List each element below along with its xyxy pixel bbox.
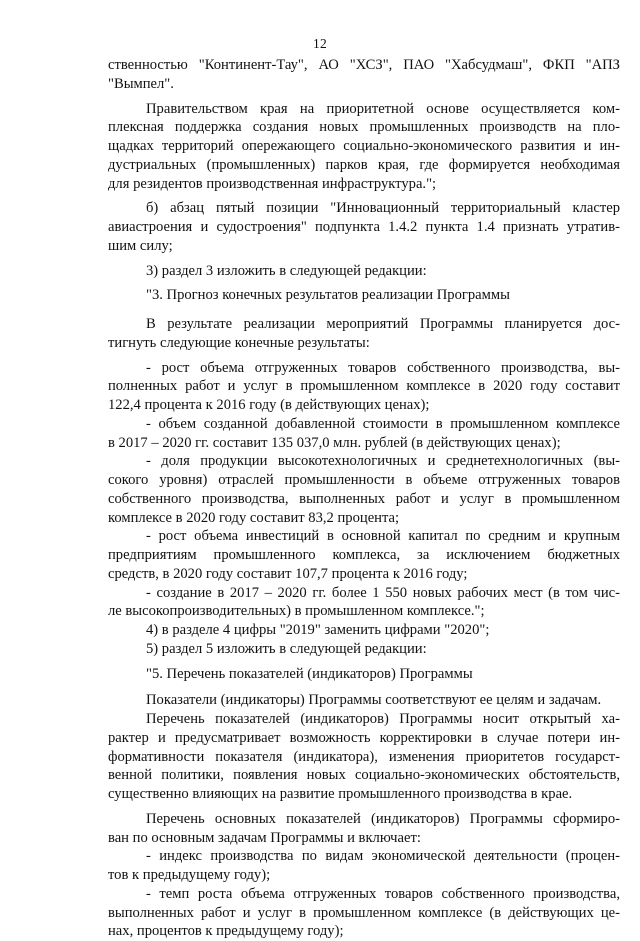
list-item: - индекс производства по видам экономической деятельности (процен- [146,848,620,865]
page-number: 12 [313,36,327,51]
text-line: выполненных работ и услуг в промышленном комплексе (в действующих це- [108,904,620,921]
list-item: - темп роста объема отгруженных товаров собственного производства, [146,885,620,902]
text-line: щадках территорий опережающего социально-экономического развития и ин- [108,138,620,154]
text-line: в 2017 – 2020 гг. составит 135 037,0 млн. рублей (в действующих ценах); [108,434,561,451]
text-line: 4) в разделе 4 цифры "2019" заменить цифрами "2020"; [146,622,490,638]
text-line: ван по основным задачам Программы и включает: [108,829,421,846]
text-line: рактер и предусматривает возможность корректировки в случае потери ин- [108,729,620,746]
text-line: дустриальных (промышленных) парков края, где формируется необходимая [108,156,620,173]
list-item: - объем созданной добавленной стоимости в промышленном комплексе [146,415,620,432]
text-line: средств, в 2020 году составит 107,7 процента к 2016 году; [108,565,468,582]
text-line: нах, процентов к предыдущему году); [108,923,344,940]
text-line: В результате реализации мероприятий Программы планируется дос- [146,316,620,332]
text-line: б) абзац пятый позиции "Инновационный территориальный кластер [146,200,620,217]
text-line: Показатели (индикаторы) Программы соответствуют ее целям и задачам. [146,692,602,709]
text-line: существенно влияющих на развитие промышленного производства в крае. [108,786,573,802]
body-text [108,56,620,941]
text-line: тигнуть следующие конечные результаты: [108,334,370,351]
text-line: ственностью "Континент-Тау", АО "ХСЗ", ПАО "Хабсудмаш", ФКП "АПЗ [108,57,620,73]
text-line: Правительством края на приоритетной основе осуществляется ком- [146,100,620,117]
text-line: собственного производства, выполненных работ и услуг в промышленном [108,490,620,507]
text-line: для резидентов производственная инфраструктура."; [108,175,437,192]
text-line: предприятиям промышленного комплекса, за исключением бюджетных [108,547,620,563]
text-line: сокого уровня) отраслей промышленности в объеме отгруженных товаров [108,472,620,488]
section-heading: "5. Перечень показателей (индикаторов) Программы [146,665,473,682]
text-line: 122,4 процента к 2016 году (в действующих ценах); [108,397,430,413]
text-line: ле высокопроизводительных) в промышленном комплексе."; [108,603,485,620]
text-line: формативности показателя (индикатора), изменения приоритетов государст- [108,748,620,765]
text-line: 3) раздел 3 изложить в следующей редакции: [146,262,427,279]
text-line: комплексе в 2020 году составит 83,2 процента; [108,509,400,526]
text-line: полненных работ и услуг в промышленном комплексе в 2020 году составит [108,378,620,395]
text-line: плексная поддержка создания новых промышленных производств на пло- [108,119,620,136]
text-line: "Вымпел". [108,75,174,92]
list-item: - доля продукции высокотехнологичных и среднетехнологичных (вы- [146,453,620,470]
text-line: шим силу; [108,237,173,254]
text-line: авиастроения и судостроения" подпункта 1.4.2 пункта 1.4 признать утратив- [108,219,620,235]
text-line: венной политики, появления новых социально-экономических обстоятельств, [108,767,620,784]
text-line: Перечень основных показателей (индикаторов) Программы сформиро- [146,810,620,827]
list-item: - рост объема инвестиций в основной капитал по средним и крупным [146,528,620,545]
text-line: Перечень показателей (индикаторов) Программы носит открытый ха- [146,711,620,727]
section-heading: "3. Прогноз конечных результатов реализации Программы [146,287,510,304]
text-line: 5) раздел 5 изложить в следующей редакции: [146,640,427,657]
list-item: - создание в 2017 – 2020 гг. более 1 550 новых рабочих мест (в том чис- [146,584,620,601]
text-line: тов к предыдущему году); [108,867,271,883]
list-item: - рост объема отгруженных товаров собственного производства, вы- [146,359,620,376]
